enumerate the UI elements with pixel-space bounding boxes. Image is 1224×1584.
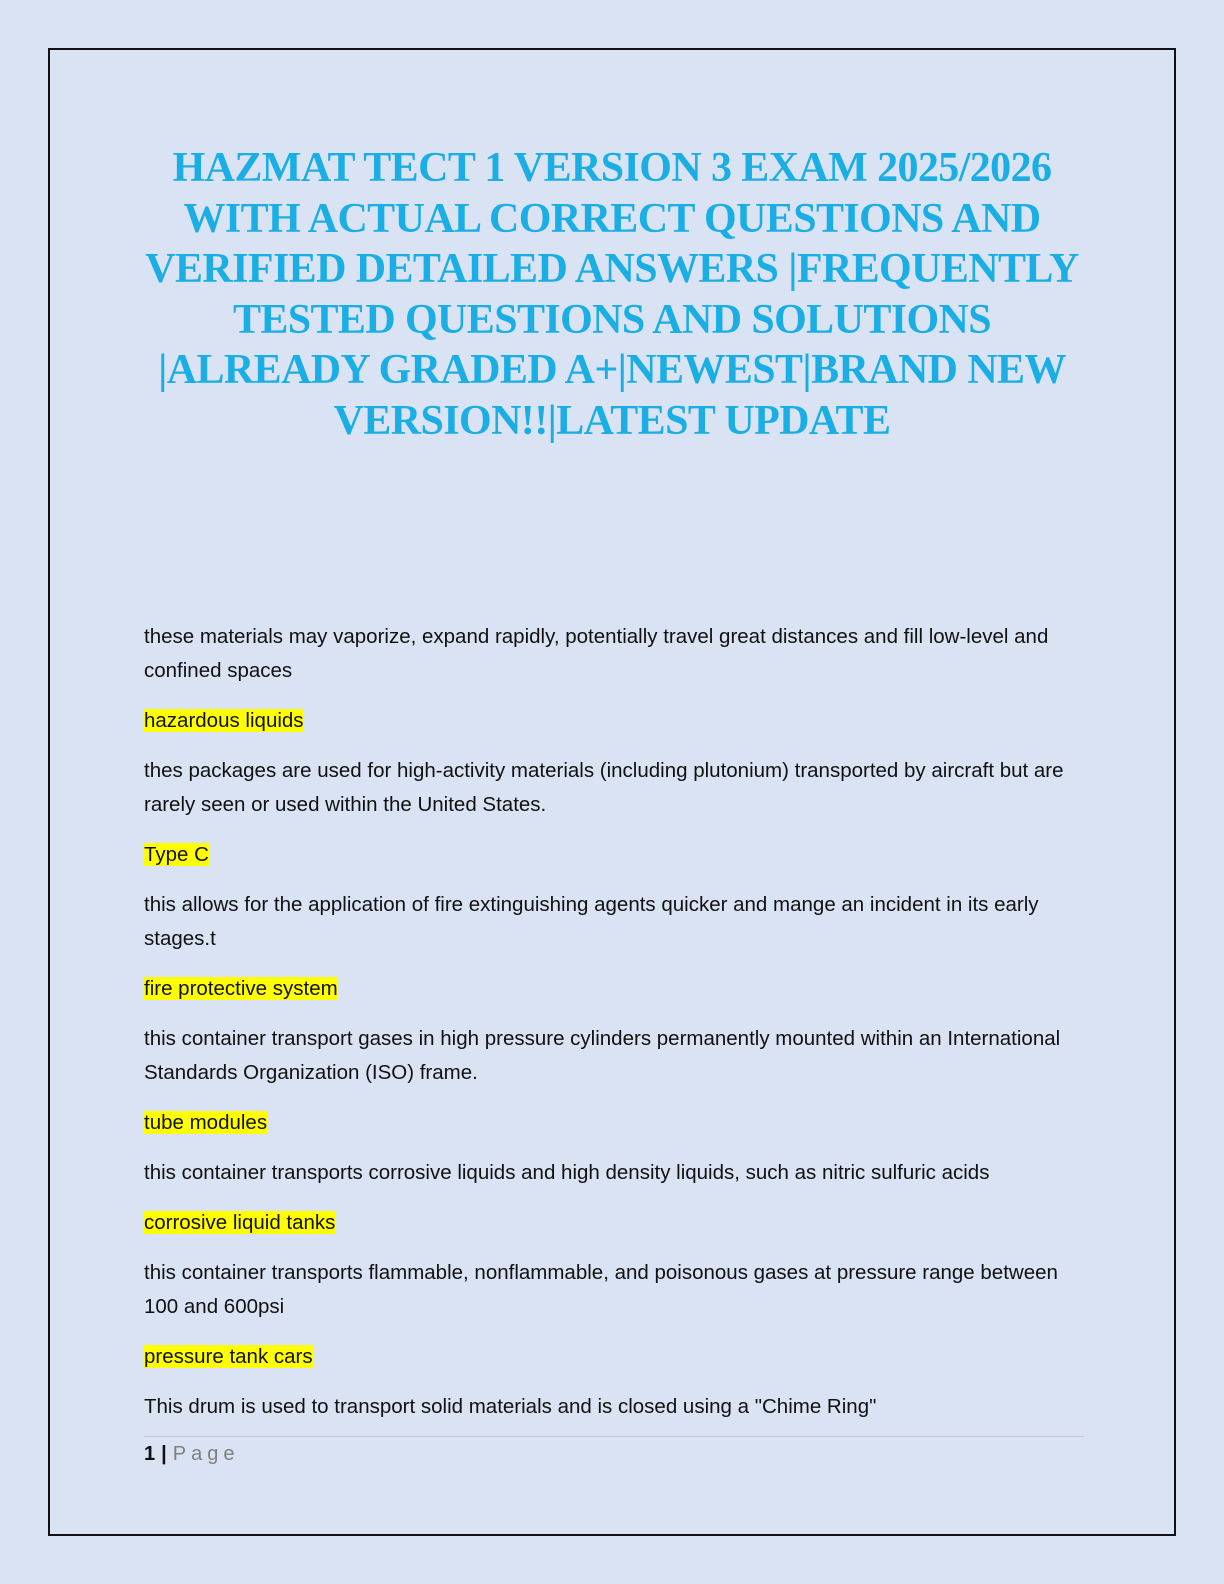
footer-separator: |	[161, 1443, 167, 1465]
answer-text	[144, 972, 1084, 1006]
page-footer	[144, 1441, 239, 1467]
question-text: this allows for the application of fire extinguishing agents quicker and mange an incident in its early stages.t	[144, 893, 1039, 950]
question-text: thes packages are used for high-activity materials (including plutonium) transported by aircraft but are rarely seen or used within the United States.	[144, 759, 1064, 816]
qa-list	[144, 620, 1084, 1440]
answer-highlight: Type C	[144, 843, 209, 866]
question-text: This drum is used to transport solid materials and is closed using a "Chime Ring"	[144, 1395, 877, 1418]
question-text: these materials may vaporize, expand rapidly, potentially travel great distances and fill low-level and confined spaces	[144, 625, 1049, 682]
question-text: this container transports flammable, nonflammable, and poisonous gases at pressure range between 100 and 600psi	[144, 1261, 1058, 1318]
answer-text	[144, 1106, 1084, 1140]
answer-highlight: hazardous liquids	[144, 709, 304, 732]
answer-highlight: pressure tank cars	[144, 1345, 313, 1368]
answer-text	[144, 1206, 1084, 1240]
answer-text	[144, 838, 1084, 872]
question-text: this container transports corrosive liquids and high density liquids, such as nitric sulfuric acids	[144, 1161, 990, 1184]
answer-text	[144, 704, 1084, 738]
document-title: HAZMAT TECT 1 VERSION 3 EXAM 2025/2026 WITH ACTUAL CORRECT QUESTIONS AND VERIFIED DETAILED ANSWERS |FREQUENTLY TESTED QUESTIONS AND SOLUTIONS |ALREADY GRADED A+|NEWEST|BRAND NEW VERSION!!|LATEST UPDATE	[145, 145, 1079, 444]
page-label: Page	[172, 1443, 240, 1465]
answer-highlight: corrosive liquid tanks	[144, 1211, 336, 1234]
answer-highlight: fire protective system	[144, 977, 338, 1000]
answer-highlight: tube modules	[144, 1111, 268, 1134]
answer-text	[144, 1340, 1084, 1374]
page-number: 1	[144, 1443, 156, 1465]
question-text: this container transport gases in high pressure cylinders permanently mounted within an International Standards Organization (ISO) frame.	[144, 1027, 1061, 1084]
footer-divider	[144, 1436, 1084, 1437]
